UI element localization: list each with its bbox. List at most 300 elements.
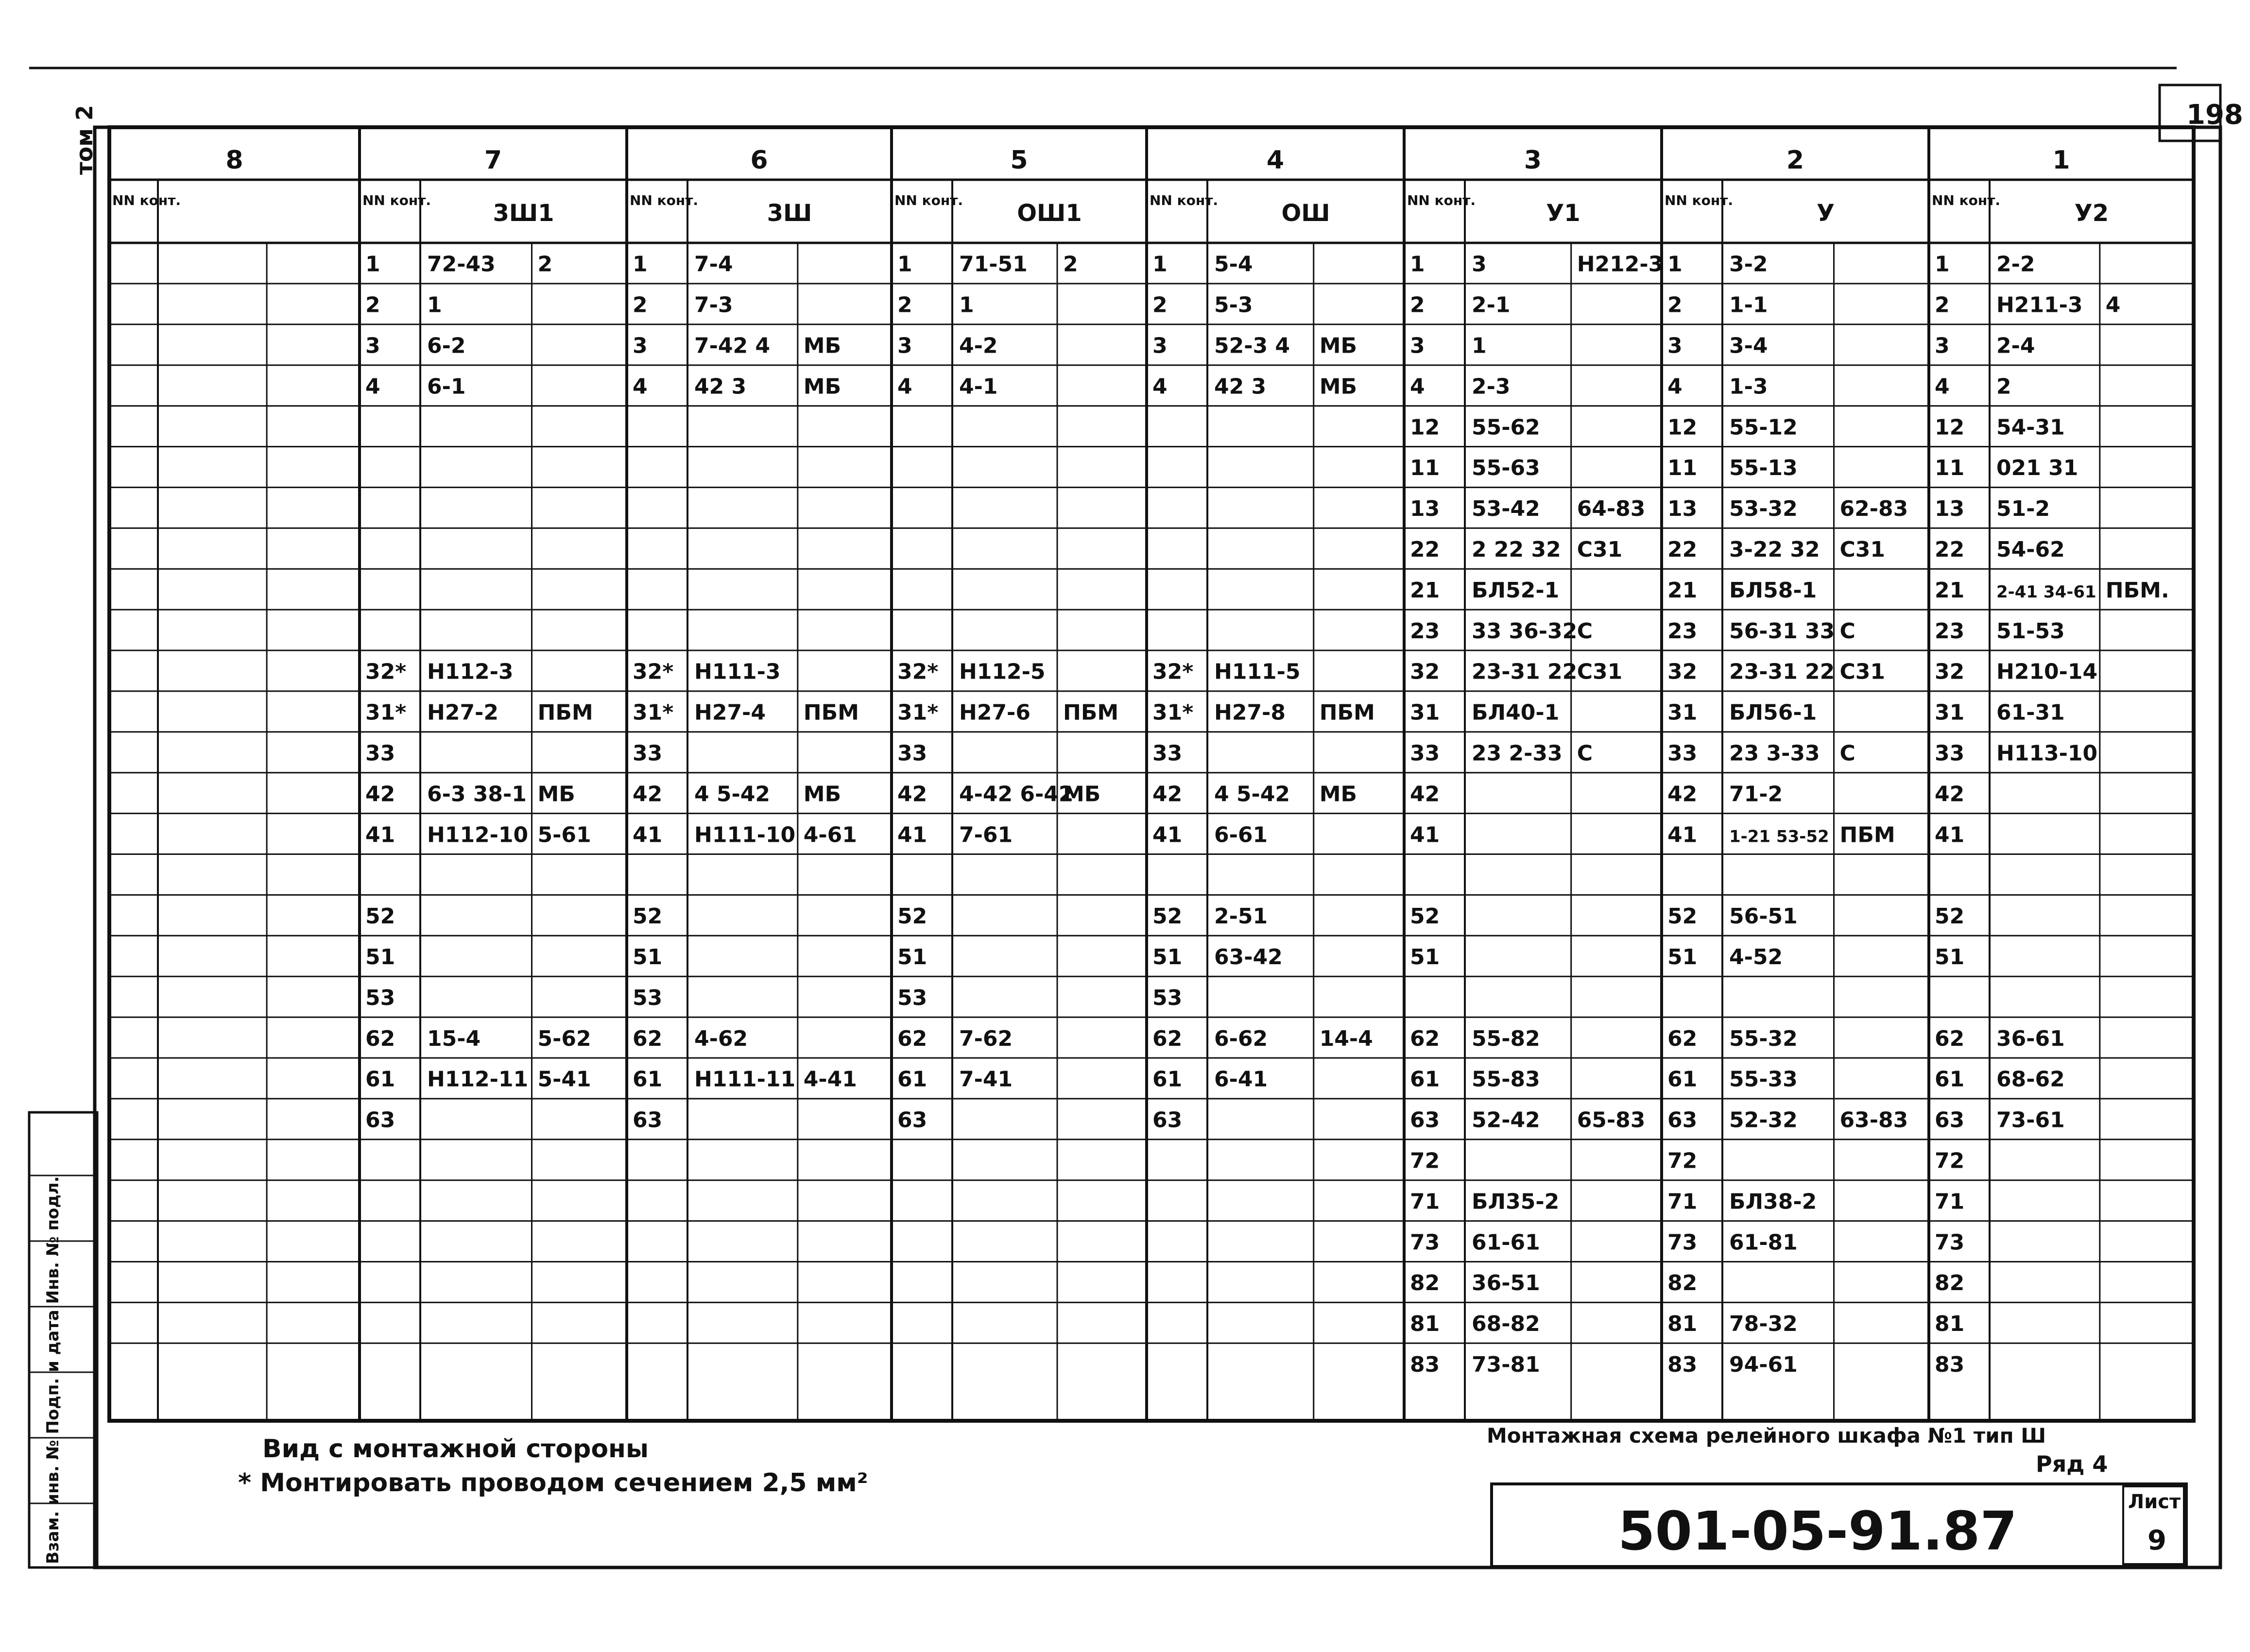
wire-note: С xyxy=(1577,618,1593,644)
wire-destination: H27-4 xyxy=(694,700,766,725)
wire-destination: 72-43 xyxy=(427,252,496,277)
contact-number: 62 xyxy=(1667,1026,1698,1051)
wire-destination: 55-82 xyxy=(1472,1026,1540,1051)
wire-destination: 68-82 xyxy=(1472,1311,1540,1337)
wire-destination: 23-31 22 xyxy=(1472,659,1578,684)
contact-number: 53 xyxy=(897,985,927,1010)
margin-stamp-text: Взам. инв. № Подп. и дата Инв. № подл. xyxy=(43,1176,63,1564)
wire-destination: 73-81 xyxy=(1472,1352,1540,1378)
contact-number: 42 xyxy=(1410,782,1440,807)
wire-destination: 23-31 22 xyxy=(1729,659,1835,684)
contact-number: 1 xyxy=(1152,252,1168,277)
contact-number: 41 xyxy=(897,822,927,848)
wire-destination: 23 3-33 xyxy=(1729,741,1820,766)
wire-note: 2 xyxy=(537,252,553,277)
wire-destination: 5-3 xyxy=(1214,292,1253,318)
wire-destination: 54-62 xyxy=(1996,537,2065,562)
wire-destination: 55-62 xyxy=(1472,415,1540,440)
wire-note: С31 xyxy=(1577,537,1623,562)
wire-destination: 7-4 xyxy=(694,252,733,277)
contact-number: 52 xyxy=(897,904,927,929)
contact-number: 62 xyxy=(1935,1026,1965,1051)
contact-number: 62 xyxy=(1152,1026,1183,1051)
contact-number: 4 xyxy=(633,374,648,399)
contact-number: 22 xyxy=(1667,537,1698,562)
wire-destination: 4 5-42 xyxy=(1214,782,1290,807)
contact-number: 51 xyxy=(1152,945,1183,970)
wire-note: МБ xyxy=(803,782,842,807)
wire-destination: H111-10 xyxy=(694,822,796,848)
contact-number: 83 xyxy=(1667,1352,1698,1378)
wire-destination: 6-61 xyxy=(1214,822,1268,848)
contact-number: 51 xyxy=(633,945,663,970)
wire-destination: H111-3 xyxy=(694,659,781,684)
contact-number: 61 xyxy=(633,1067,663,1092)
unit-number: 7 xyxy=(484,146,502,175)
wire-destination: 1-3 xyxy=(1729,374,1768,399)
wire-destination: 2 22 32 xyxy=(1472,537,1561,562)
wire-destination: 2-51 xyxy=(1214,904,1268,929)
contact-number: 3 xyxy=(897,333,912,358)
page-number: 198 xyxy=(2186,99,2243,131)
contact-number: 41 xyxy=(1667,822,1698,848)
contact-number: 1 xyxy=(1410,252,1425,277)
wire-note: 4 xyxy=(2105,292,2121,318)
contact-number: 33 xyxy=(1152,741,1183,766)
wire-note: 63-83 xyxy=(1839,1107,1908,1133)
wire-destination: 1-21 53-52 xyxy=(1729,827,1829,847)
contacts-header: NN конт. xyxy=(362,192,431,208)
contacts-header: NN конт. xyxy=(894,192,963,208)
contact-number: 42 xyxy=(897,782,927,807)
contact-number: 63 xyxy=(897,1107,927,1133)
wire-destination: 7-62 xyxy=(959,1026,1013,1051)
contact-number: 42 xyxy=(1667,782,1698,807)
unit-number: 3 xyxy=(1524,146,1542,175)
contact-number: 32* xyxy=(897,659,939,684)
title-block-title: Монтажная схема релейного шкафа №1 тип Ш xyxy=(1487,1424,2046,1448)
contact-number: 3 xyxy=(365,333,380,358)
wire-destination: 42 3 xyxy=(694,374,747,399)
contacts-header: NN конт. xyxy=(1932,192,2001,208)
contact-number: 1 xyxy=(365,252,380,277)
wire-destination: 4-42 6-42 xyxy=(959,782,1074,807)
wire-destination: 4-62 xyxy=(694,1026,748,1051)
wire-destination: 7-3 xyxy=(694,292,733,318)
contact-number: 1 xyxy=(897,252,912,277)
contacts-header: NN конт. xyxy=(1665,192,1734,208)
wire-destination: 56-51 xyxy=(1729,904,1798,929)
contact-number: 42 xyxy=(1935,782,1965,807)
wire-destination: 36-51 xyxy=(1472,1271,1540,1296)
wire-destination: 1-1 xyxy=(1729,292,1768,318)
contact-number: 33 xyxy=(1935,741,1965,766)
margin-stamp xyxy=(29,1112,97,1567)
contact-number: 62 xyxy=(1410,1026,1440,1051)
note-wire-section: * Монтировать проводом сечением 2,5 мм² xyxy=(238,1468,868,1498)
wire-destination: 61-31 xyxy=(1996,700,2065,725)
unit-number: 5 xyxy=(1010,146,1028,175)
contact-number: 41 xyxy=(633,822,663,848)
contact-number: 51 xyxy=(1410,945,1440,970)
contact-number: 4 xyxy=(1152,374,1168,399)
wire-destination: 4-2 xyxy=(959,333,998,358)
contact-number: 21 xyxy=(1410,578,1440,603)
contact-number: 31 xyxy=(1667,700,1698,725)
contact-number: 41 xyxy=(365,822,395,848)
wire-note: 64-83 xyxy=(1577,496,1646,522)
wire-destination: 7-41 xyxy=(959,1067,1013,1092)
contact-number: 51 xyxy=(897,945,927,970)
contact-number: 2 xyxy=(1935,292,1950,318)
wire-destination: 42 3 xyxy=(1214,374,1267,399)
wire-destination: H112-10 xyxy=(427,822,529,848)
wire-destination: 6-41 xyxy=(1214,1067,1268,1092)
wire-destination: 51-53 xyxy=(1996,618,2065,644)
contact-number: 11 xyxy=(1667,456,1698,481)
wire-note: ПБМ xyxy=(1063,700,1119,725)
contacts-header: NN конт. xyxy=(112,192,181,208)
contact-number: 4 xyxy=(1410,374,1425,399)
contact-number: 81 xyxy=(1667,1311,1698,1337)
wire-note: 5-61 xyxy=(537,822,591,848)
contact-number: 2 xyxy=(1410,292,1425,318)
contact-number: 61 xyxy=(1935,1067,1965,1092)
wire-destination: H211-3 xyxy=(1996,292,2083,318)
note-view-side: Вид с монтажной стороны xyxy=(262,1434,649,1464)
wire-destination: 68-62 xyxy=(1996,1067,2065,1092)
contact-number: 12 xyxy=(1935,415,1965,440)
wire-destination: БЛ56-1 xyxy=(1729,700,1817,725)
wire-destination: 1 xyxy=(959,292,974,318)
wire-destination: H112-3 xyxy=(427,659,514,684)
wire-destination: 3 xyxy=(1472,252,1487,277)
wire-destination: 51-2 xyxy=(1996,496,2050,522)
sheet-label: Лист xyxy=(2128,1491,2181,1513)
wire-note: МБ xyxy=(1319,333,1357,358)
contact-number: 12 xyxy=(1410,415,1440,440)
wire-destination: БЛ35-2 xyxy=(1472,1189,1560,1214)
wire-destination: 4-1 xyxy=(959,374,998,399)
wire-destination: 6-2 xyxy=(427,333,466,358)
contact-number: 62 xyxy=(897,1026,927,1051)
wire-destination: 33 36-32 xyxy=(1472,618,1578,644)
contact-number: 13 xyxy=(1667,496,1698,522)
wire-destination: 3-2 xyxy=(1729,252,1768,277)
contact-number: 21 xyxy=(1667,578,1698,603)
wire-destination: 3-22 32 xyxy=(1729,537,1820,562)
contact-number: 41 xyxy=(1410,822,1440,848)
contact-number: 61 xyxy=(1410,1067,1440,1092)
wire-note: С31 xyxy=(1839,537,1886,562)
wire-note: 14-4 xyxy=(1319,1026,1373,1051)
wire-note: МБ xyxy=(1319,374,1357,399)
wire-destination: 94-61 xyxy=(1729,1352,1798,1378)
contact-number: 73 xyxy=(1935,1230,1965,1255)
wire-note: 5-41 xyxy=(537,1067,591,1092)
wire-note: ПБМ xyxy=(537,700,593,725)
contact-number: 61 xyxy=(897,1067,927,1092)
unit-number: 4 xyxy=(1266,146,1285,175)
contact-number: 41 xyxy=(1152,822,1183,848)
contact-number: 31* xyxy=(633,700,674,725)
contact-number: 52 xyxy=(1152,904,1183,929)
wire-destination: 6-1 xyxy=(427,374,466,399)
contact-number: 53 xyxy=(1152,985,1183,1010)
wire-destination: 63-42 xyxy=(1214,945,1283,970)
contact-number: 52 xyxy=(1410,904,1440,929)
contact-number: 4 xyxy=(1667,374,1683,399)
wire-destination: 71-2 xyxy=(1729,782,1783,807)
contact-number: 32 xyxy=(1935,659,1965,684)
contact-number: 52 xyxy=(1667,904,1698,929)
wire-destination: 55-12 xyxy=(1729,415,1798,440)
contact-number: 13 xyxy=(1410,496,1440,522)
contact-number: 32* xyxy=(633,659,674,684)
contact-number: 62 xyxy=(365,1026,395,1051)
table-frame xyxy=(109,127,2194,1421)
contact-number: 31* xyxy=(897,700,939,725)
wire-destination: H113-10 xyxy=(1996,741,2098,766)
wire-destination: 53-32 xyxy=(1729,496,1798,522)
contact-number: 82 xyxy=(1410,1271,1440,1296)
contact-number: 82 xyxy=(1935,1271,1965,1296)
wire-destination: 021 31 xyxy=(1996,456,2078,481)
wire-destination: H112-11 xyxy=(427,1067,529,1092)
wire-destination: 54-31 xyxy=(1996,415,2065,440)
wire-destination: 6-3 38-1 xyxy=(427,782,527,807)
contact-number: 63 xyxy=(1935,1107,1965,1133)
unit-number: 6 xyxy=(750,146,768,175)
wire-destination: БЛ40-1 xyxy=(1472,700,1560,725)
contact-number: 3 xyxy=(1152,333,1168,358)
contact-number: 71 xyxy=(1410,1189,1440,1214)
wire-destination: 53-42 xyxy=(1472,496,1540,522)
contact-number: 83 xyxy=(1935,1352,1965,1378)
contact-number: 4 xyxy=(897,374,912,399)
wire-destination: 23 2-33 xyxy=(1472,741,1563,766)
device-name: У1 xyxy=(1546,200,1580,227)
contact-number: 52 xyxy=(1935,904,1965,929)
wire-destination: 1 xyxy=(427,292,442,318)
contact-number: 33 xyxy=(1410,741,1440,766)
contact-number: 33 xyxy=(365,741,395,766)
wire-note: 5-62 xyxy=(537,1026,591,1051)
wire-note: С31 xyxy=(1839,659,1886,684)
wire-destination: 55-83 xyxy=(1472,1067,1540,1092)
device-name: У xyxy=(1816,200,1835,227)
wire-destination: 2-3 xyxy=(1472,374,1511,399)
contact-number: 1 xyxy=(1935,252,1950,277)
volume-note: том 2 xyxy=(71,105,98,175)
unit-number: 8 xyxy=(225,146,243,175)
contact-number: 51 xyxy=(365,945,395,970)
wire-destination: 3-4 xyxy=(1729,333,1768,358)
wire-note: ПБМ xyxy=(803,700,859,725)
wire-destination: 2-4 xyxy=(1996,333,2035,358)
wire-note: С xyxy=(1839,741,1855,766)
wire-destination: 4 5-42 xyxy=(694,782,771,807)
wire-destination: 55-13 xyxy=(1729,456,1798,481)
contact-number: 63 xyxy=(633,1107,663,1133)
wire-note: С xyxy=(1839,618,1855,644)
contact-number: 31* xyxy=(1152,700,1194,725)
device-name: У2 xyxy=(2074,200,2109,227)
contact-number: 63 xyxy=(1152,1107,1183,1133)
wire-destination: 71-51 xyxy=(959,252,1028,277)
contact-number: 3 xyxy=(1935,333,1950,358)
contact-number: 2 xyxy=(1667,292,1683,318)
wire-note: МБ xyxy=(537,782,575,807)
wire-destination: БЛ58-1 xyxy=(1729,578,1817,603)
wire-destination: 36-61 xyxy=(1996,1026,2065,1051)
contacts-header: NN конт. xyxy=(1407,192,1476,208)
contact-number: 63 xyxy=(1410,1107,1440,1133)
contact-number: 51 xyxy=(1667,945,1698,970)
wire-destination: 56-31 33 xyxy=(1729,618,1835,644)
wire-destination: 52-42 xyxy=(1472,1107,1540,1133)
wire-note: 62-83 xyxy=(1839,496,1908,522)
contact-number: 32* xyxy=(1152,659,1194,684)
contact-number: 31* xyxy=(365,700,407,725)
contact-number: 2 xyxy=(897,292,912,318)
contact-number: 63 xyxy=(365,1107,395,1133)
wire-destination: 52-3 4 xyxy=(1214,333,1290,358)
wire-destination: 2 xyxy=(1996,374,2011,399)
contact-number: 1 xyxy=(633,252,648,277)
contact-number: 12 xyxy=(1667,415,1698,440)
contact-number: 4 xyxy=(365,374,380,399)
wire-destination: 55-63 xyxy=(1472,456,1540,481)
contact-number: 73 xyxy=(1667,1230,1698,1255)
device-name: ОШ xyxy=(1281,200,1330,227)
table-grid xyxy=(29,68,2220,1567)
wire-note: ПБМ xyxy=(1839,822,1895,848)
contact-number: 62 xyxy=(633,1026,663,1051)
wire-destination: 6-62 xyxy=(1214,1026,1268,1051)
sheet-number: 9 xyxy=(2147,1525,2166,1556)
contact-number: 21 xyxy=(1935,578,1965,603)
contact-number: 71 xyxy=(1935,1189,1965,1214)
wire-note: МБ xyxy=(1063,782,1101,807)
contact-number: 23 xyxy=(1667,618,1698,644)
contact-number: 2 xyxy=(365,292,380,318)
contact-number: 72 xyxy=(1667,1148,1698,1174)
wire-destination: 15-4 xyxy=(427,1026,481,1051)
contact-number: 72 xyxy=(1410,1148,1440,1174)
contact-number: 42 xyxy=(365,782,395,807)
device-name: 3Ш1 xyxy=(493,200,554,227)
wire-destination: 78-32 xyxy=(1729,1311,1798,1337)
wire-destination: H111-5 xyxy=(1214,659,1301,684)
wire-destination: 52-32 xyxy=(1729,1107,1798,1133)
unit-number: 2 xyxy=(1786,146,1804,175)
contact-number: 83 xyxy=(1410,1352,1440,1378)
wire-destination: БЛ52-1 xyxy=(1472,578,1560,603)
wire-note: С xyxy=(1577,741,1593,766)
unit-number: 1 xyxy=(2052,146,2070,175)
contact-number: 53 xyxy=(633,985,663,1010)
contact-number: 81 xyxy=(1410,1311,1440,1337)
contact-number: 2 xyxy=(1152,292,1168,318)
contact-number: 31 xyxy=(1935,700,1965,725)
contact-number: 2 xyxy=(633,292,648,318)
contact-number: 22 xyxy=(1410,537,1440,562)
wire-destination: H27-2 xyxy=(427,700,498,725)
wire-note: 65-83 xyxy=(1577,1107,1646,1133)
contact-number: 63 xyxy=(1667,1107,1698,1133)
wire-destination: 1 xyxy=(1472,333,1487,358)
wire-note: МБ xyxy=(803,333,842,358)
contact-number: 41 xyxy=(1935,822,1965,848)
contact-number: 32 xyxy=(1667,659,1698,684)
contact-number: 61 xyxy=(1152,1067,1183,1092)
contact-number: 53 xyxy=(365,985,395,1010)
contact-number: 22 xyxy=(1935,537,1965,562)
wire-destination: H111-11 xyxy=(694,1067,796,1092)
wire-destination: БЛ38-2 xyxy=(1729,1189,1817,1214)
wire-note: МБ xyxy=(1319,782,1357,807)
wire-note: ПБМ xyxy=(1319,700,1375,725)
wire-note: 4-41 xyxy=(803,1067,857,1092)
wire-destination: 2-1 xyxy=(1472,292,1511,318)
contact-number: 52 xyxy=(365,904,395,929)
title-block-code: 501-05-91.87 xyxy=(1618,1500,2017,1562)
contact-number: 33 xyxy=(897,741,927,766)
wire-destination: 7-61 xyxy=(959,822,1013,848)
wire-destination: 7-42 4 xyxy=(694,333,771,358)
wire-note: H212-3 xyxy=(1577,252,1664,277)
contact-number: 23 xyxy=(1410,618,1440,644)
contact-number: 11 xyxy=(1410,456,1440,481)
wire-note: 2 xyxy=(1063,252,1078,277)
contact-number: 3 xyxy=(633,333,648,358)
contact-number: 73 xyxy=(1410,1230,1440,1255)
wire-note: 4-61 xyxy=(803,822,857,848)
contact-number: 42 xyxy=(1152,782,1183,807)
wire-note: С31 xyxy=(1577,659,1623,684)
contact-number: 32 xyxy=(1410,659,1440,684)
wire-destination: 2-41 34-61 xyxy=(1996,582,2096,602)
contact-number: 4 xyxy=(1935,374,1950,399)
contact-number: 61 xyxy=(1667,1067,1698,1092)
wire-destination: 73-61 xyxy=(1996,1107,2065,1133)
contact-number: 13 xyxy=(1935,496,1965,522)
contact-number: 81 xyxy=(1935,1311,1965,1337)
wire-destination: 55-33 xyxy=(1729,1067,1798,1092)
wire-destination: H210-14 xyxy=(1996,659,2098,684)
device-name: 3Ш xyxy=(767,200,812,227)
contact-number: 52 xyxy=(633,904,663,929)
contacts-header: NN конт. xyxy=(630,192,699,208)
wire-note: МБ xyxy=(803,374,842,399)
contact-number: 3 xyxy=(1410,333,1425,358)
wire-destination: 2-2 xyxy=(1996,252,2035,277)
contact-number: 51 xyxy=(1935,945,1965,970)
wire-destination: H112-5 xyxy=(959,659,1046,684)
wire-destination: 4-52 xyxy=(1729,945,1783,970)
contact-number: 33 xyxy=(1667,741,1698,766)
device-name: ОШ1 xyxy=(1017,200,1082,227)
contact-number: 33 xyxy=(633,741,663,766)
contact-number: 11 xyxy=(1935,456,1965,481)
wire-destination: H27-8 xyxy=(1214,700,1286,725)
contact-number: 31 xyxy=(1410,700,1440,725)
contact-number: 3 xyxy=(1667,333,1683,358)
contact-number: 61 xyxy=(365,1067,395,1092)
wire-destination: 5-4 xyxy=(1214,252,1253,277)
contact-number: 72 xyxy=(1935,1148,1965,1174)
